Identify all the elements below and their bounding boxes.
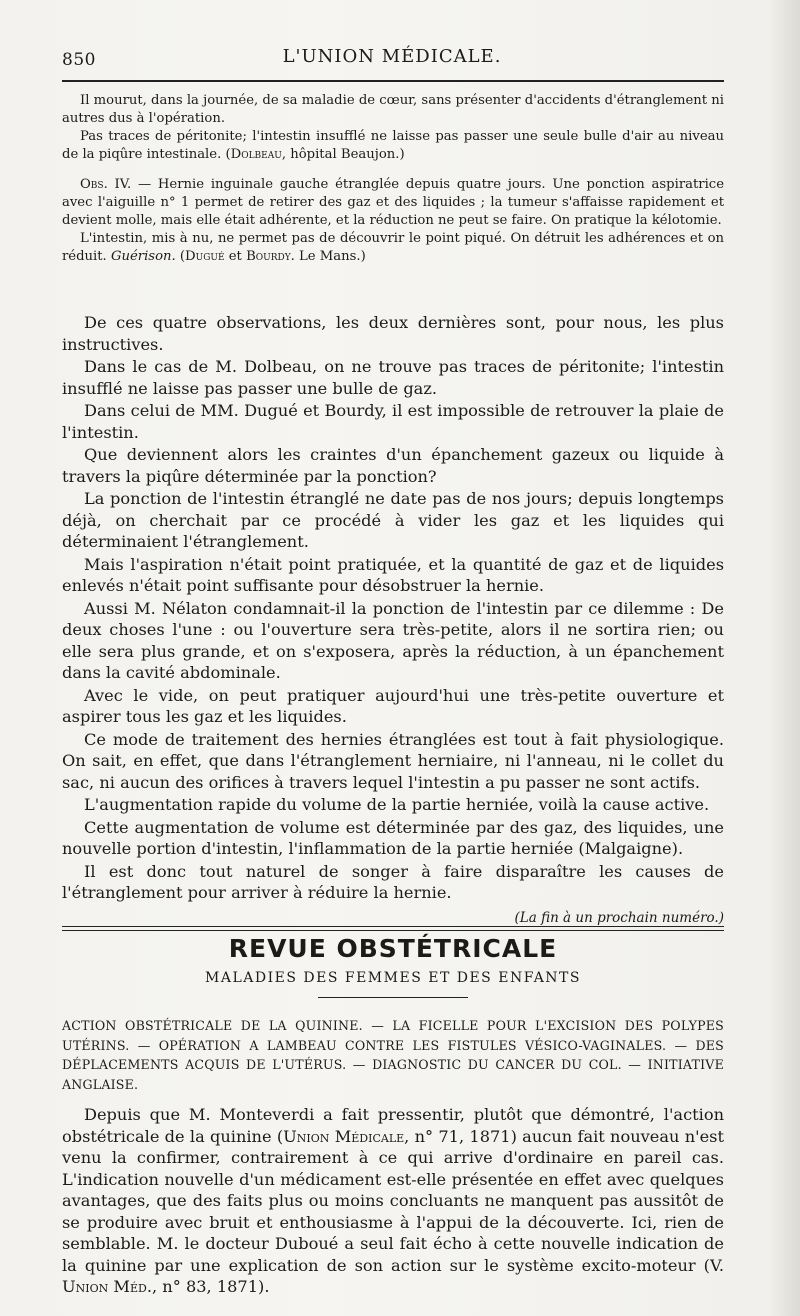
journal-reference: Union Médicale — [283, 1126, 405, 1146]
observation-label: Obs. IV. — [80, 177, 132, 192]
paragraph: Pas traces de péritonite; l'intestin insufflé ne laisse pas passer une seule bulle d'air au niveau de la piqûre intestinale. (Dolbeau, hôpital Beaujon.) — [62, 129, 724, 162]
paragraph: Avec le vide, on peut pratiquer aujourd'hui une très-petite ouverture et aspirer tous les gaz et les liquides. — [62, 685, 724, 726]
paragraph: Dans le cas de M. Dolbeau, on ne trouve pas traces de péritonite; l'intestin insufflé ne laisse pas passer une bulle de gaz. — [62, 357, 724, 398]
section-title: REVUE OBSTÉTRICALE — [228, 934, 558, 963]
paragraph: Cette augmentation de volume est déterminée par des gaz, des liquides, une nouvelle portion d'intestin, l'inflammation de la partie herniée (Malgaigne). — [62, 817, 724, 858]
header-rule — [62, 80, 724, 82]
paragraph: Il mourut, dans la journée, de sa maladie de cœur, sans présenter d'accidents d'étranglement ni autres dus à l'opération. — [62, 93, 724, 126]
article-body — [62, 312, 724, 929]
short-rule — [318, 997, 468, 998]
paragraph: Dans celui de MM. Dugué et Bourdy, il est impossible de retrouver la plaie de l'intestin. — [62, 401, 724, 442]
paragraph: Aussi M. Nélaton condamnait-il la ponction de l'intestin par ce dilemme : De deux choses l'une : ou l'ouverture sera très-petite, alors il ne sortira rien; ou elle sera plus grande, et on s'exposera, après la réduction, à un épanchement dans la cavité abdominale. — [62, 598, 724, 682]
paragraph: Ce mode de traitement des hernies étranglées est tout à fait physiologique. On sait, en effet, que dans l'étranglement herniaire, ni l'anneau, ni le collet du sac, ni aucun des orifices à travers lequel l'intestin a pu passer ne sont actifs. — [62, 729, 724, 792]
paragraph: Que deviennent alors les craintes d'un épanchement gazeux ou liquide à travers la piqûre déterminée par la ponction? — [62, 445, 724, 486]
author-name: Dugué — [185, 249, 225, 264]
paragraph: De ces quatre observations, les deux dernières sont, pour nous, les plus instructives. — [62, 313, 724, 354]
page-number: 850 — [62, 50, 96, 70]
paragraph: L'augmentation rapide du volume de la partie herniée, voilà la cause active. — [84, 795, 710, 814]
paragraph: Depuis que M. Monteverdi a fait pressentir, plutôt que démontré, l'action obstétricale de la quinine (Union Médicale, n° 71, 1871) aucun fait nouveau n'est venu la confirmer, contrairement à ce qui arrive d'ordinaire en pareil cas. L'indication nouvelle d'un médicament est-elle présentée en effet avec quelques avantages, que des faits plus ou moins concluants ne manquent pas aussitôt de se produire avec bruit et enthousiasme à l'appui de la découverte. Ici, rien de semblable. M. le docteur Duboué a seul fait écho à cette nouvelle indication de la quinine par une explication de son action sur le système excito-moteur (V. Union Méd., n° 83, 1871). — [62, 1105, 724, 1296]
paragraph: L'intestin, mis à nu, ne permet pas de découvrir le point piqué. On détruit les adhérences et on réduit. Guérison. (Dugué et Bourdy. Le Mans.) — [62, 231, 724, 264]
paragraph: Mais l'aspiration n'était point pratiquée, et la quantité de gaz et de liquides enlevés n'était point suffisante pour désobstruer la hernie. — [62, 554, 724, 595]
observation-paragraph: Obs. IV. — Hernie inguinale gauche étranglée depuis quatre jours. Une ponction aspiratrice avec l'aiguille n° 1 permet de retirer des gaz et des liquides ; la tumeur s'affaisse rapidement et devient molle, mais elle était adhérente, et la réduction ne peut se faire. On pratique la kélotomie. — [62, 177, 724, 228]
observation-block — [62, 92, 724, 266]
running-head: L'UNION MÉDICALE. — [282, 46, 502, 67]
section-divider — [62, 926, 724, 931]
journal-reference: Union Méd. — [62, 1277, 152, 1296]
author-name: Bourdy — [246, 249, 291, 264]
page-header — [62, 46, 722, 76]
paragraph: La ponction de l'intestin étranglé ne date pas de nos jours; depuis longtemps déjà, on cherchait par ce procédé à vider les gaz et les liquides qui déterminaient l'étranglement. — [62, 489, 724, 551]
section-subtitle: MALADIES DES FEMMES ET DES ENFANTS — [205, 970, 581, 986]
paragraph: Il est donc tout naturel de songer à faire disparaître les causes de l'étranglement pour arriver à réduire la hernie. — [62, 861, 724, 902]
section-summary: ACTION OBSTÉTRICALE DE LA QUININE. — LA FICELLE POUR L'EXCISION DES POLYPES UTÉRINS. — OPÉRATION A LAMBEAU CONTRE LES FISTULES VÉSICO-VAGINALES. — DES DÉPLACEMENTS ACQUIS DE L'UTÉRUS. — DIAGNOSTIC DU CANCER DU COL. — INITIATIVE ANGLAISE. — [62, 1018, 724, 1092]
author-name: Dolbeau — [230, 147, 282, 162]
italic-text: Guérison. — [110, 249, 176, 264]
section-body — [62, 1104, 724, 1298]
continuation-note: (La fin à un prochain numéro.) — [514, 909, 724, 926]
